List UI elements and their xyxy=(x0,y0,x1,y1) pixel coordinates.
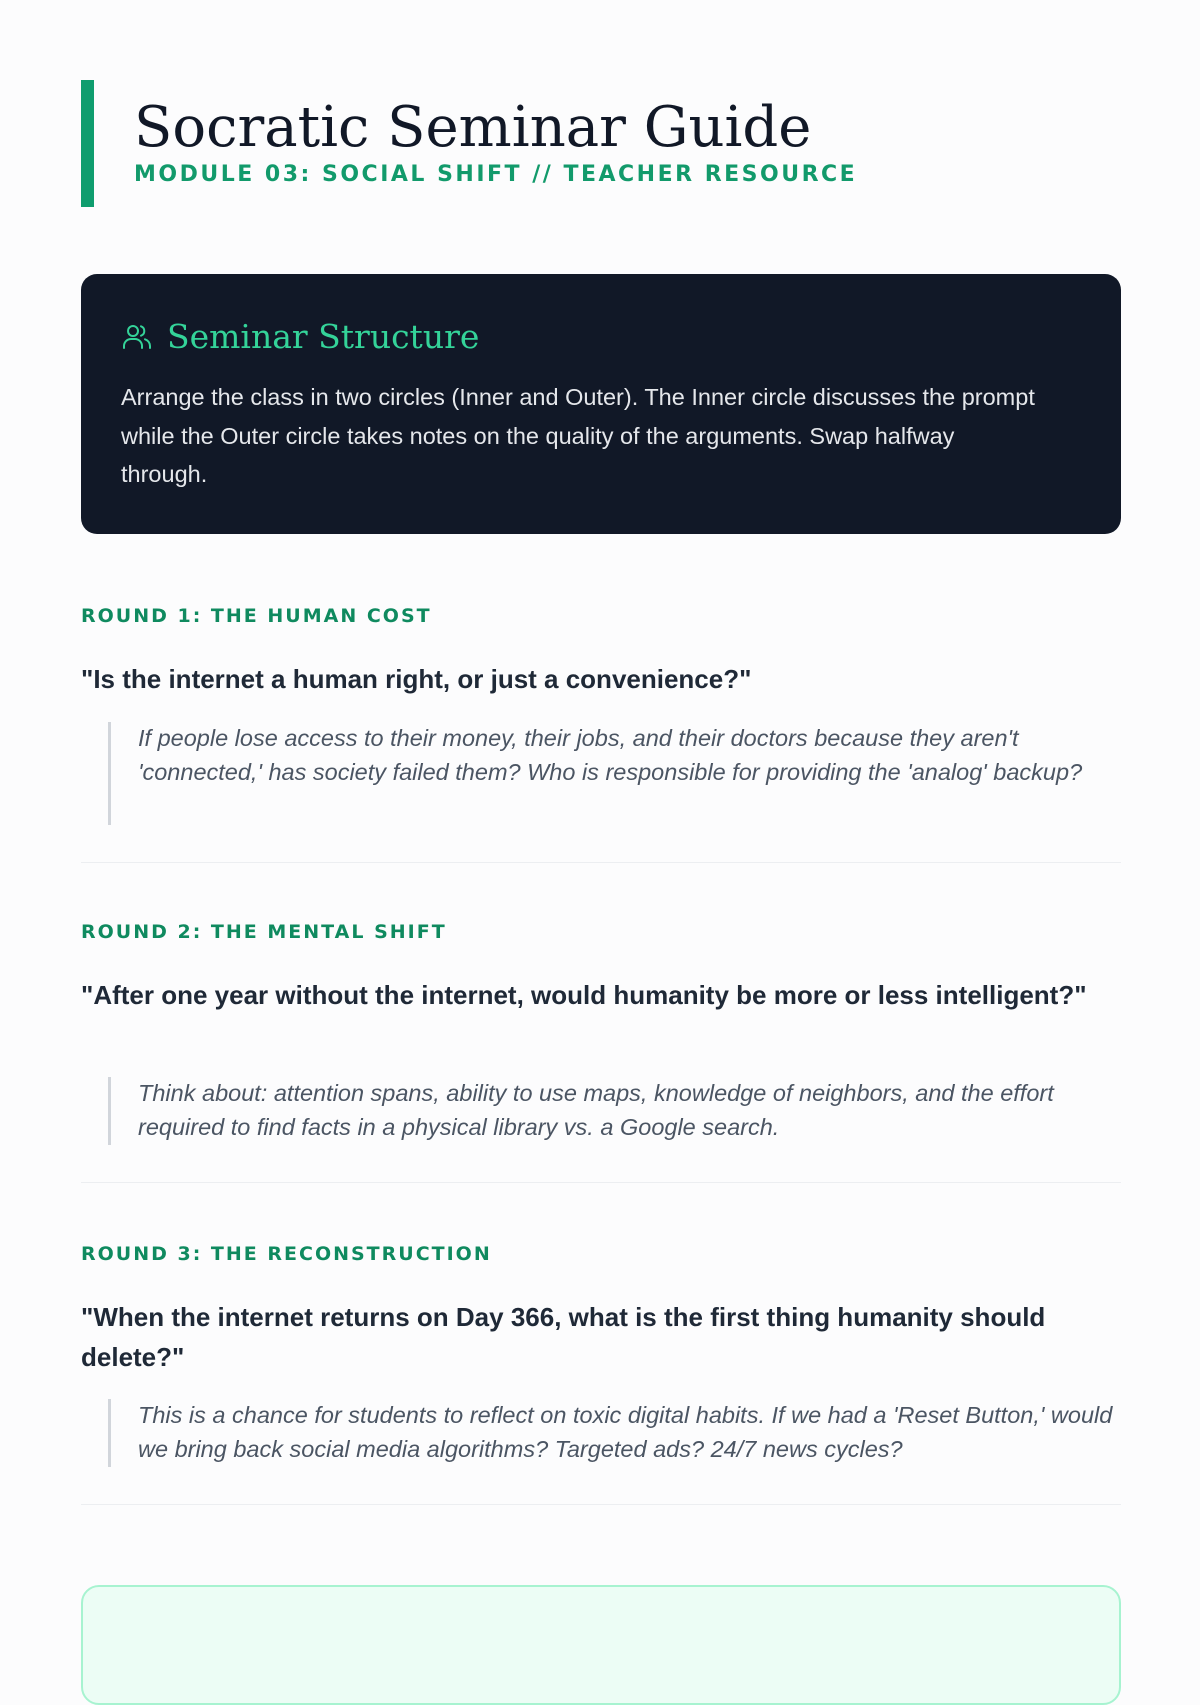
round-note xyxy=(108,1077,1121,1145)
page-title: Socratic Seminar Guide xyxy=(134,95,812,160)
round-label: ROUND 2: THE MENTAL SHIFT xyxy=(81,921,447,943)
users-icon xyxy=(121,321,153,353)
round-section xyxy=(81,920,1121,1185)
seminar-structure-description: Arrange the class in two circles (Inner and Outer). The Inner circle discusses the prompt while the Outer circle takes notes on the quality of the arguments. Swap halfway through. xyxy=(121,384,1035,487)
round-note xyxy=(108,722,1121,825)
round-divider xyxy=(81,862,1121,863)
round-question: "Is the internet a human right, or just a convenience?" xyxy=(81,664,752,694)
page-subtitle: MODULE 03: SOCIAL SHIFT // TEACHER RESOURCE xyxy=(134,162,858,187)
round-note-text: Think about: attention spans, ability to use maps, knowledge of neighbors, and the effort required to find facts in a physical library vs. a Google search. xyxy=(138,1080,1054,1140)
seminar-structure-heading: Seminar Structure xyxy=(167,317,480,356)
round-question: "After one year without the internet, would humanity be more or less intelligent?" xyxy=(81,980,1087,1010)
round-section xyxy=(81,604,1121,866)
seminar-structure-card xyxy=(81,274,1121,534)
round-section xyxy=(81,1242,1121,1507)
round-note-text: This is a chance for students to reflect on toxic digital habits. If we had a 'Reset Button,' would we bring back social media algorithms? Targeted ads? 24/7 news cycles? xyxy=(138,1402,1113,1462)
round-question: "When the internet returns on Day 366, what is the first thing humanity should delete?" xyxy=(81,1302,1046,1372)
header-accent-bar xyxy=(81,80,94,207)
bottom-callout-card xyxy=(81,1585,1121,1705)
guide-page xyxy=(81,0,1121,1600)
round-divider xyxy=(81,1182,1121,1183)
round-label: ROUND 1: THE HUMAN COST xyxy=(81,605,432,627)
page-header xyxy=(81,80,1121,207)
round-note-text: If people lose access to their money, their jobs, and their doctors because they aren't 'connected,' has society failed them? Who is responsible for providing the 'analog' backup? xyxy=(138,725,1083,785)
round-divider xyxy=(81,1504,1121,1505)
round-label: ROUND 3: THE RECONSTRUCTION xyxy=(81,1243,492,1265)
round-note xyxy=(108,1399,1121,1467)
